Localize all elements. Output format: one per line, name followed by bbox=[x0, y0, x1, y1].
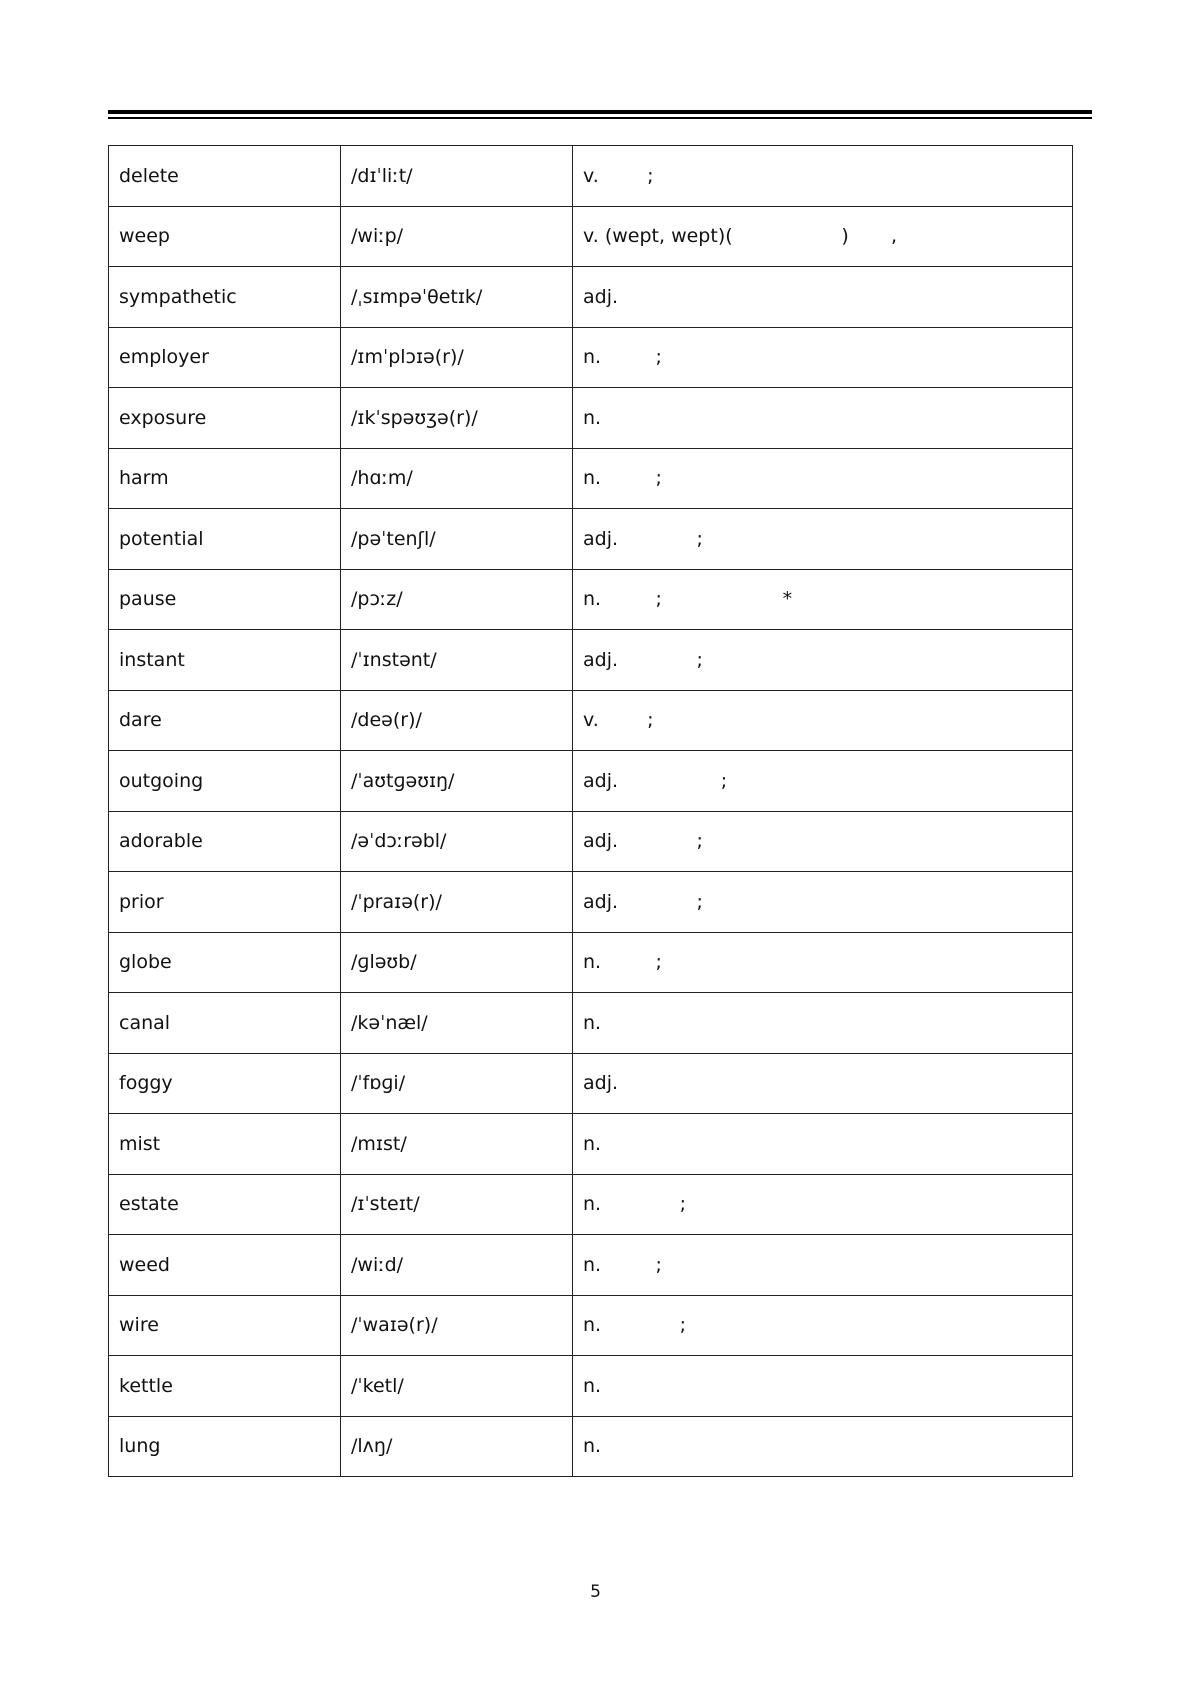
table-row bbox=[109, 1295, 1073, 1356]
word-cell: instant bbox=[109, 630, 341, 691]
table-row bbox=[109, 206, 1073, 267]
table-row bbox=[109, 690, 1073, 751]
table-row bbox=[109, 1235, 1073, 1296]
pronunciation-cell: /ˌsɪmpəˈθetɪk/ bbox=[341, 267, 573, 328]
word-cell: mist bbox=[109, 1114, 341, 1175]
pronunciation-cell: /ˈaʊtɡəʊɪŋ/ bbox=[341, 751, 573, 812]
definition-cell: adj. ; bbox=[573, 630, 1073, 691]
definition-cell: adj. bbox=[573, 1053, 1073, 1114]
word-cell: weep bbox=[109, 206, 341, 267]
word-cell: adorable bbox=[109, 811, 341, 872]
definition-cell: n. ; bbox=[573, 1235, 1073, 1296]
word-cell: globe bbox=[109, 932, 341, 993]
word-cell: exposure bbox=[109, 388, 341, 449]
vocabulary-table bbox=[108, 145, 1073, 1477]
definition-cell: n. bbox=[573, 1356, 1073, 1417]
table-row bbox=[109, 327, 1073, 388]
table-row bbox=[109, 509, 1073, 570]
definition-cell: n. bbox=[573, 1114, 1073, 1175]
table-row bbox=[109, 146, 1073, 207]
table-row bbox=[109, 630, 1073, 691]
pronunciation-cell: /ˈfɒɡi/ bbox=[341, 1053, 573, 1114]
pronunciation-cell: /hɑːm/ bbox=[341, 448, 573, 509]
vocabulary-table-body bbox=[109, 146, 1073, 1477]
pronunciation-cell: /pɔːz/ bbox=[341, 569, 573, 630]
pronunciation-cell: /deə(r)/ bbox=[341, 690, 573, 751]
pronunciation-cell: /dɪˈliːt/ bbox=[341, 146, 573, 207]
pronunciation-cell: /ɪˈsteɪt/ bbox=[341, 1174, 573, 1235]
definition-cell: v. (wept, wept)( ) , bbox=[573, 206, 1073, 267]
pronunciation-cell: /mɪst/ bbox=[341, 1114, 573, 1175]
table-row bbox=[109, 267, 1073, 328]
word-cell: weed bbox=[109, 1235, 341, 1296]
pronunciation-cell: /ˈwaɪə(r)/ bbox=[341, 1295, 573, 1356]
word-cell: dare bbox=[109, 690, 341, 751]
definition-cell: v. ; bbox=[573, 690, 1073, 751]
pronunciation-cell: /pəˈtenʃl/ bbox=[341, 509, 573, 570]
definition-cell: adj. ; bbox=[573, 509, 1073, 570]
header-rule-thick bbox=[108, 110, 1092, 114]
word-cell: outgoing bbox=[109, 751, 341, 812]
word-cell: estate bbox=[109, 1174, 341, 1235]
pronunciation-cell: /lʌŋ/ bbox=[341, 1416, 573, 1477]
table-row bbox=[109, 1174, 1073, 1235]
pronunciation-cell: /ˈketl/ bbox=[341, 1356, 573, 1417]
pronunciation-cell: /ɪkˈspəʊʒə(r)/ bbox=[341, 388, 573, 449]
definition-cell: adj. ; bbox=[573, 751, 1073, 812]
word-cell: delete bbox=[109, 146, 341, 207]
definition-cell: n. bbox=[573, 1416, 1073, 1477]
table-row bbox=[109, 872, 1073, 933]
table-row bbox=[109, 751, 1073, 812]
definition-cell: n. ; bbox=[573, 1174, 1073, 1235]
definition-cell: n. ; bbox=[573, 932, 1073, 993]
page-number: 5 bbox=[590, 1582, 601, 1602]
table-row bbox=[109, 1053, 1073, 1114]
table-row bbox=[109, 1114, 1073, 1175]
header-rule-thin bbox=[108, 117, 1092, 119]
word-cell: kettle bbox=[109, 1356, 341, 1417]
pronunciation-cell: /wiːp/ bbox=[341, 206, 573, 267]
word-cell: sympathetic bbox=[109, 267, 341, 328]
table-row bbox=[109, 448, 1073, 509]
word-cell: employer bbox=[109, 327, 341, 388]
definition-cell: n. ; bbox=[573, 327, 1073, 388]
word-cell: harm bbox=[109, 448, 341, 509]
definition-cell: adj. ; bbox=[573, 811, 1073, 872]
definition-cell: n. bbox=[573, 993, 1073, 1054]
table-row bbox=[109, 811, 1073, 872]
word-cell: foggy bbox=[109, 1053, 341, 1114]
header-rule bbox=[108, 110, 1092, 119]
pronunciation-cell: /ɡləʊb/ bbox=[341, 932, 573, 993]
pronunciation-cell: /ɪmˈplɔɪə(r)/ bbox=[341, 327, 573, 388]
word-cell: lung bbox=[109, 1416, 341, 1477]
definition-cell: n. ; bbox=[573, 1295, 1073, 1356]
table-row bbox=[109, 569, 1073, 630]
definition-cell: adj. bbox=[573, 267, 1073, 328]
pronunciation-cell: /ˈɪnstənt/ bbox=[341, 630, 573, 691]
word-cell: canal bbox=[109, 993, 341, 1054]
word-cell: prior bbox=[109, 872, 341, 933]
definition-cell: adj. ; bbox=[573, 872, 1073, 933]
word-cell: potential bbox=[109, 509, 341, 570]
table-row bbox=[109, 1356, 1073, 1417]
table-row bbox=[109, 993, 1073, 1054]
definition-cell: n. bbox=[573, 388, 1073, 449]
word-cell: pause bbox=[109, 569, 341, 630]
definition-cell: v. ; bbox=[573, 146, 1073, 207]
pronunciation-cell: /wiːd/ bbox=[341, 1235, 573, 1296]
pronunciation-cell: /ˈpraɪə(r)/ bbox=[341, 872, 573, 933]
table-row bbox=[109, 932, 1073, 993]
definition-cell: n. ; bbox=[573, 448, 1073, 509]
table-row bbox=[109, 388, 1073, 449]
word-cell: wire bbox=[109, 1295, 341, 1356]
definition-cell: n. ; * bbox=[573, 569, 1073, 630]
pronunciation-cell: /kəˈnæl/ bbox=[341, 993, 573, 1054]
pronunciation-cell: /əˈdɔːrəbl/ bbox=[341, 811, 573, 872]
table-row bbox=[109, 1416, 1073, 1477]
